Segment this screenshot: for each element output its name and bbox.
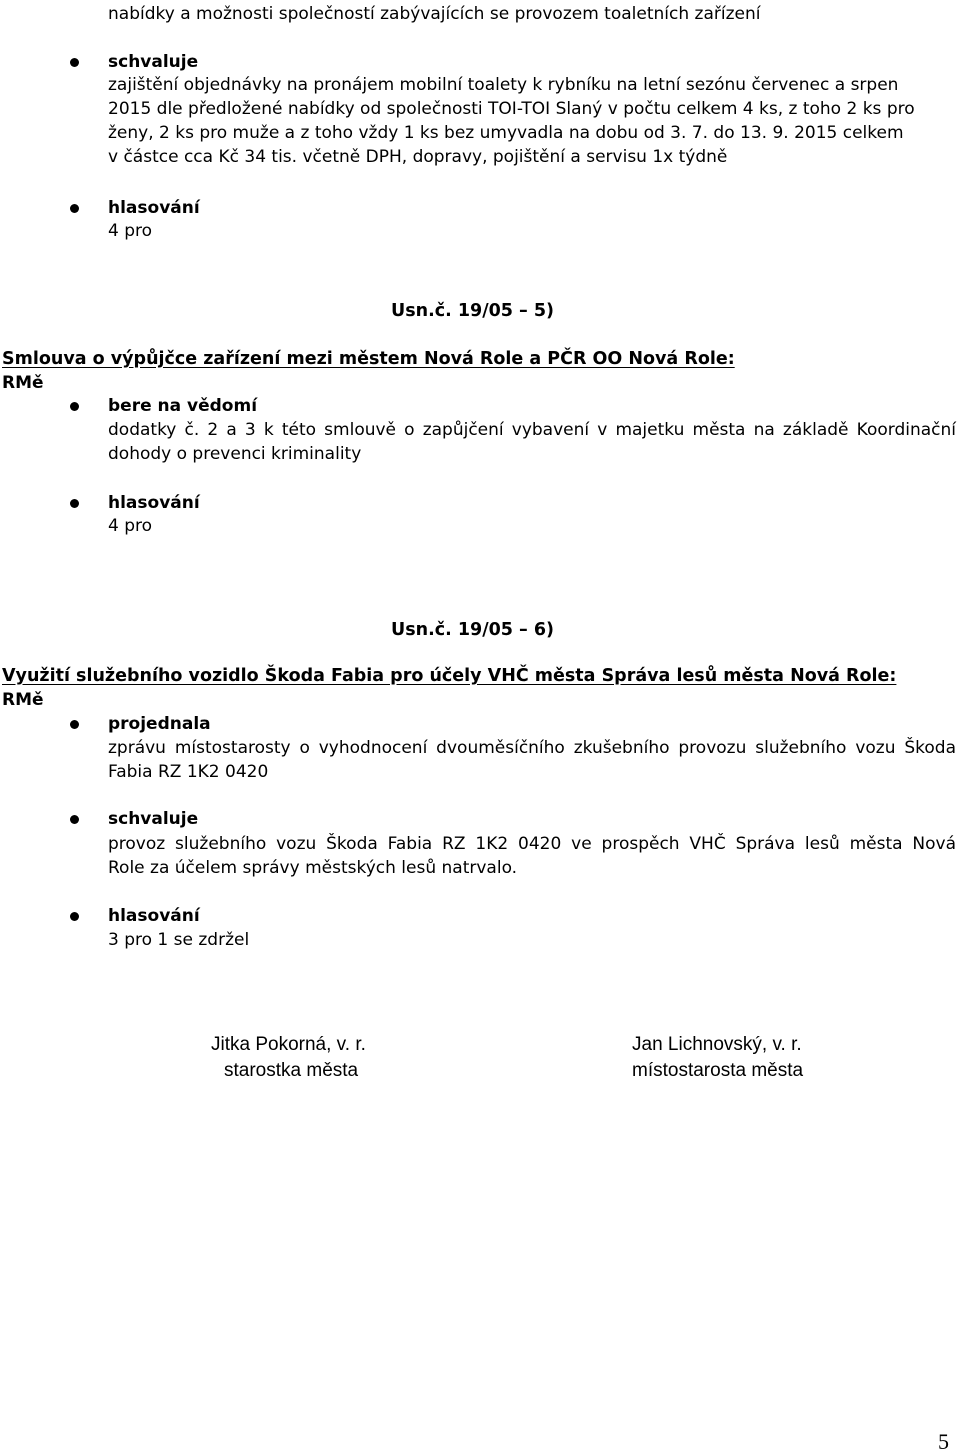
page-number: 5 — [938, 1429, 949, 1454]
bullet-icon — [70, 499, 79, 508]
vote-label: hlasování — [108, 906, 200, 926]
bullet-icon — [70, 815, 79, 824]
vote-result: 4 pro — [108, 516, 153, 536]
approve-line: 2015 dle předložené nabídky od společnosti TOI-TOI Slaný v počtu celkem 4 ks, z toho 2 ks pro — [108, 99, 915, 119]
council-label: RMě — [2, 373, 44, 393]
approve-label: schvaluje — [108, 52, 199, 72]
approve-text — [108, 832, 956, 880]
signature-role: místostarosta města — [632, 1060, 804, 1081]
note-text — [108, 418, 956, 466]
bullet-icon — [70, 58, 79, 67]
vote-result: 3 pro 1 se zdržel — [108, 930, 250, 950]
discuss-text — [108, 736, 956, 784]
vote-label: hlasování — [108, 493, 200, 513]
bullet-icon — [70, 402, 79, 411]
discuss-line: zprávu místostarosty o vyhodnocení dvouměsíčního zkušebního provozu služebního vozu Škoda — [108, 738, 956, 758]
bullet-icon — [70, 204, 79, 213]
vote-result: 4 pro — [108, 221, 153, 241]
approve-line: provoz služebního vozu Škoda Fabia RZ 1K2 0420 ve prospěch VHČ Správa lesů města Nová — [108, 834, 956, 854]
signature-name: Jitka Pokorná, v. r. — [211, 1034, 366, 1055]
section-heading: Využití služebního vozidlo Škoda Fabia pro účely VHČ města Správa lesů města Nová Role: — [2, 666, 897, 686]
approve-line: v částce cca Kč 34 tis. včetně DPH, dopravy, pojištění a servisu 1x týdně — [108, 147, 728, 167]
resolution-number: Usn.č. 19/05 – 5) — [391, 301, 555, 321]
approve-label: schvaluje — [108, 809, 199, 829]
bullet-icon — [70, 720, 79, 729]
signature-role: starostka města — [224, 1060, 359, 1081]
note-line: dodatky č. 2 a 3 k této smlouvě o zapůjčení vybavení v majetku města na základě Koordinační — [108, 420, 956, 440]
approve-line: zajištění objednávky na pronájem mobilní toalety k rybníku na letní sezónu červenec a srpen — [108, 75, 899, 95]
signature-name: Jan Lichnovský, v. r. — [632, 1034, 802, 1055]
discuss-label: projednala — [108, 714, 211, 734]
approve-text — [108, 73, 956, 169]
note-line: dohody o prevenci kriminality — [108, 444, 362, 464]
approve-line: Role za účelem správy městských lesů natrvalo. — [108, 858, 518, 878]
bullet-icon — [70, 912, 79, 921]
discuss-line: Fabia RZ 1K2 0420 — [108, 762, 269, 782]
council-label: RMě — [2, 690, 44, 710]
vote-label: hlasování — [108, 198, 200, 218]
approve-line: ženy, 2 ks pro muže a z toho vždy 1 ks bez umyvadla na dobu od 3. 7. do 13. 9. 2015 celkem — [108, 123, 904, 143]
resolution-number: Usn.č. 19/05 – 6) — [391, 620, 555, 640]
note-label: bere na vědomí — [108, 396, 258, 416]
section-heading: Smlouva o výpůjčce zařízení mezi městem Nová Role a PČR OO Nová Role: — [2, 349, 735, 369]
intro-line: nabídky a možnosti společností zabývajících se provozem toaletních zařízení — [108, 4, 761, 24]
